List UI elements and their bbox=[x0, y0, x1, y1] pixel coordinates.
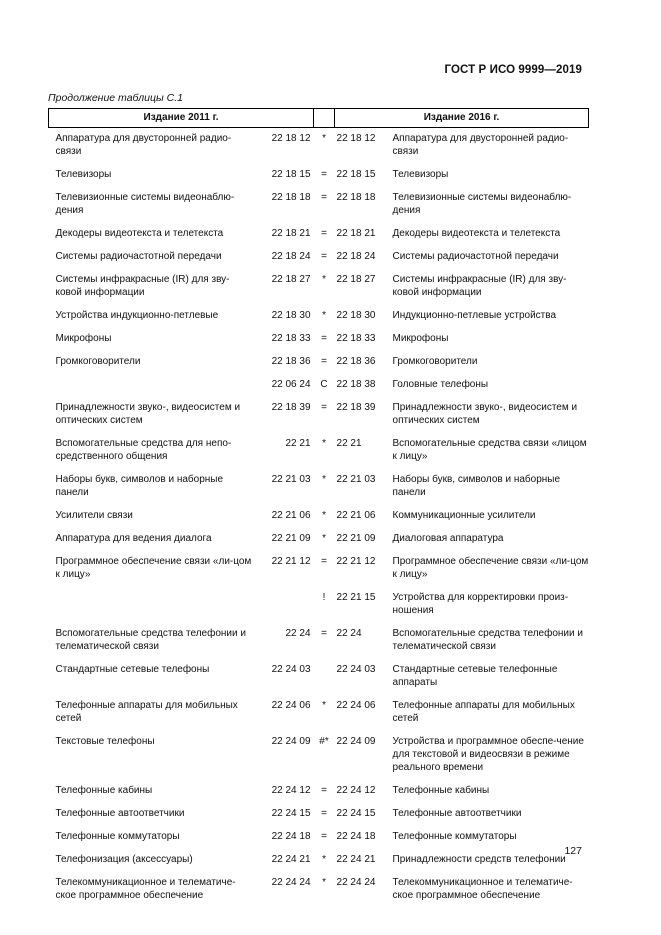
name-2016: Устройства для корректировки произ-ношения bbox=[392, 592, 569, 616]
name-2016: Коммуникационные усилители bbox=[392, 510, 536, 521]
code-2011: 22 18 15 bbox=[271, 169, 311, 180]
code-2016: 22 18 38 bbox=[336, 379, 376, 390]
code-2016: 22 18 15 bbox=[336, 169, 376, 180]
relation-symbol: * bbox=[322, 877, 326, 888]
code-2011: 22 24 18 bbox=[271, 831, 311, 842]
code-2011: 22 06 24 bbox=[271, 379, 311, 390]
relation-symbol: = bbox=[321, 251, 327, 262]
table-row bbox=[49, 505, 589, 528]
name-2011: Громкоговорители bbox=[55, 356, 141, 367]
name-2011: Телефонные кабины bbox=[55, 785, 153, 796]
code-2016: 22 18 27 bbox=[336, 274, 376, 285]
relation-symbol: = bbox=[321, 356, 327, 367]
table-row bbox=[49, 305, 589, 328]
name-2016: Программное обеспечение связи «ли-цом к лицу» bbox=[392, 556, 589, 580]
code-2011: 22 18 39 bbox=[271, 402, 311, 413]
name-2016: Принадлежности средств телефонии bbox=[392, 854, 566, 865]
code-2011: 22 24 12 bbox=[271, 785, 311, 796]
table-caption: Продолжение таблицы С.1 bbox=[48, 92, 183, 104]
code-2011: 22 18 30 bbox=[271, 310, 311, 321]
relation-symbol: * bbox=[322, 133, 326, 144]
code-2011: 22 24 09 bbox=[271, 736, 311, 747]
table-row bbox=[49, 351, 589, 374]
standard-header: ГОСТ Р ИСО 9999—2019 bbox=[444, 64, 582, 76]
table-row bbox=[49, 803, 589, 826]
name-2016: Телевизионные системы видеонаблю-дения bbox=[392, 192, 572, 216]
code-2011: 22 18 33 bbox=[271, 333, 311, 344]
code-2011 bbox=[253, 587, 314, 623]
relation-symbol: * bbox=[322, 310, 326, 321]
table-row bbox=[49, 246, 589, 269]
name-2011: Текстовые телефоны bbox=[55, 736, 155, 747]
code-2011: 22 24 06 bbox=[271, 700, 311, 711]
table-row bbox=[49, 731, 589, 780]
code-2011: 22 21 09 bbox=[271, 533, 311, 544]
name-2011: Телевизоры bbox=[55, 169, 112, 180]
relation-symbol: * bbox=[322, 854, 326, 865]
code-2016: 22 18 30 bbox=[336, 310, 376, 321]
code-2011: 22 18 18 bbox=[271, 192, 311, 203]
table-row bbox=[49, 128, 589, 165]
code-2011: 22 21 06 bbox=[271, 510, 311, 521]
relation-symbol: = bbox=[321, 333, 327, 344]
name-2016: Телефонные кабины bbox=[392, 785, 490, 796]
table-row bbox=[49, 780, 589, 803]
name-2011: Системы радиочастотной передачи bbox=[55, 251, 222, 262]
header-edition-2011: Издание 2011 г. bbox=[49, 109, 314, 128]
code-2016: 22 21 12 bbox=[336, 556, 376, 567]
code-2016: 22 21 15 bbox=[336, 592, 376, 603]
name-2011: Телефонные коммутаторы bbox=[55, 831, 180, 842]
name-2011: Аппаратура для ведения диалога bbox=[55, 533, 212, 544]
code-2011: 22 21 03 bbox=[271, 474, 311, 485]
name-2011: Аппаратура для двусторонней радио-связи bbox=[55, 133, 232, 157]
table-body bbox=[49, 128, 589, 909]
name-2016: Аппаратура для двусторонней радио-связи bbox=[392, 133, 569, 157]
name-2016: Телефонные коммутаторы bbox=[392, 831, 517, 842]
table-row bbox=[49, 164, 589, 187]
table-row bbox=[49, 849, 589, 872]
name-2011: Вспомогательные средства телефонии и телематической связи bbox=[55, 628, 246, 652]
relation-symbol bbox=[314, 659, 335, 695]
name-2016: Головные телефоны bbox=[392, 379, 489, 390]
name-2011: Программное обеспечение связи «ли-цом к лицу» bbox=[55, 556, 252, 580]
name-2011: Телефонные аппараты для мобильных сетей bbox=[55, 700, 238, 724]
page-number: 127 bbox=[564, 845, 582, 857]
code-2016: 22 18 21 bbox=[336, 228, 376, 239]
code-2011: 22 24 bbox=[285, 628, 311, 639]
code-2016: 22 24 18 bbox=[336, 831, 376, 842]
code-2011: 22 24 24 bbox=[271, 877, 311, 888]
code-2016: 22 24 09 bbox=[336, 736, 376, 747]
code-2016: 22 18 24 bbox=[336, 251, 376, 262]
code-2016: 22 24 15 bbox=[336, 808, 376, 819]
code-2016: 22 24 bbox=[336, 628, 362, 639]
name-2016: Громкоговорители bbox=[392, 356, 478, 367]
correspondence-table-container bbox=[48, 108, 588, 908]
relation-symbol: * bbox=[322, 438, 326, 449]
relation-symbol: = bbox=[321, 228, 327, 239]
name-2011: Стандартные сетевые телефоны bbox=[55, 664, 210, 675]
table-row bbox=[49, 187, 589, 223]
name-2011: Телефонизация (аксессуары) bbox=[55, 854, 193, 865]
table-row bbox=[49, 659, 589, 695]
code-2016: 22 24 06 bbox=[336, 700, 376, 711]
table-header-row bbox=[49, 109, 589, 128]
relation-symbol: * bbox=[322, 274, 326, 285]
code-2011: 22 24 15 bbox=[271, 808, 311, 819]
name-2016: Системы радиочастотной передачи bbox=[392, 251, 559, 262]
name-2016: Системы инфракрасные (IR) для зву-ковой информации bbox=[392, 274, 567, 298]
relation-symbol: #* bbox=[319, 736, 329, 747]
code-2016: 22 24 03 bbox=[336, 664, 376, 675]
code-2011: 22 24 21 bbox=[271, 854, 311, 865]
name-2016: Индукционно-петлевые устройства bbox=[392, 310, 557, 321]
relation-symbol: * bbox=[322, 510, 326, 521]
relation-symbol: = bbox=[321, 785, 327, 796]
name-2011: Декодеры видеотекста и телетекста bbox=[55, 228, 224, 239]
name-2011: Вспомогательные средства для непо-средственного общения bbox=[55, 438, 232, 462]
name-2011: Принадлежности звуко-, видеосистем и оптических систем bbox=[55, 402, 241, 426]
table-row bbox=[49, 223, 589, 246]
code-2011: 22 18 12 bbox=[271, 133, 311, 144]
name-2011: Микрофоны bbox=[55, 333, 112, 344]
table-row bbox=[49, 374, 589, 397]
code-2016: 22 18 33 bbox=[336, 333, 376, 344]
table-row bbox=[49, 269, 589, 305]
table-row bbox=[49, 469, 589, 505]
code-2016: 22 21 09 bbox=[336, 533, 376, 544]
header-edition-2016: Издание 2016 г. bbox=[335, 109, 589, 128]
code-2011: 22 21 12 bbox=[271, 556, 311, 567]
name-2016: Вспомогательные средства связи «лицом к лицу» bbox=[392, 438, 587, 462]
code-2011: 22 24 03 bbox=[271, 664, 311, 675]
code-2016: 22 21 03 bbox=[336, 474, 376, 485]
name-2011 bbox=[49, 374, 253, 397]
code-2016: 22 18 36 bbox=[336, 356, 376, 367]
name-2016: Наборы букв, символов и наборные панели bbox=[392, 474, 561, 498]
name-2016: Телефонные аппараты для мобильных сетей bbox=[392, 700, 575, 724]
name-2016: Телефонные автоответчики bbox=[392, 808, 522, 819]
table-row bbox=[49, 695, 589, 731]
table-row bbox=[49, 587, 589, 623]
table-row bbox=[49, 551, 589, 587]
table-row bbox=[49, 826, 589, 849]
relation-symbol: ! bbox=[322, 592, 326, 603]
name-2016: Устройства и программное обеспе-чение для текстовой и видеосвязи в режиме реального времени bbox=[392, 736, 584, 773]
code-2011: 22 21 bbox=[285, 438, 311, 449]
name-2011: Устройства индукционно-петлевые bbox=[55, 310, 219, 321]
name-2011: Усилители связи bbox=[55, 510, 133, 521]
code-2011: 22 18 36 bbox=[271, 356, 311, 367]
table-row bbox=[49, 528, 589, 551]
name-2016: Телевизоры bbox=[392, 169, 449, 180]
code-2011: 22 18 24 bbox=[271, 251, 311, 262]
name-2016: Микрофоны bbox=[392, 333, 449, 344]
name-2016: Принадлежности звуко-, видеосистем и оптических систем bbox=[392, 402, 578, 426]
relation-symbol: = bbox=[321, 808, 327, 819]
code-2011: 22 18 27 bbox=[271, 274, 311, 285]
table-row bbox=[49, 328, 589, 351]
name-2011: Наборы букв, символов и наборные панели bbox=[55, 474, 224, 498]
relation-symbol: = bbox=[321, 556, 327, 567]
name-2011: Телевизионные системы видеонаблю-дения bbox=[55, 192, 235, 216]
code-2016: 22 24 21 bbox=[336, 854, 376, 865]
relation-symbol: = bbox=[321, 192, 327, 203]
name-2016: Диалоговая аппаратура bbox=[392, 533, 504, 544]
relation-symbol: = bbox=[321, 169, 327, 180]
table-row bbox=[49, 623, 589, 659]
header-relation bbox=[314, 109, 335, 128]
table-row bbox=[49, 397, 589, 433]
name-2011: Телефонные автоответчики bbox=[55, 808, 185, 819]
name-2016: Телекоммуникационное и телематиче-ское программное обеспечение bbox=[392, 877, 573, 901]
table-row bbox=[49, 872, 589, 908]
code-2011: 22 18 21 bbox=[271, 228, 311, 239]
code-2016: 22 21 06 bbox=[336, 510, 376, 521]
name-2016: Стандартные сетевые телефонные аппараты bbox=[392, 664, 558, 688]
code-2016: 22 24 24 bbox=[336, 877, 376, 888]
relation-symbol: = bbox=[321, 402, 327, 413]
code-2016: 22 24 12 bbox=[336, 785, 376, 796]
code-2016: 22 18 18 bbox=[336, 192, 376, 203]
code-2016: 22 21 bbox=[336, 438, 362, 449]
name-2011: Телекоммуникационное и телематиче-ское программное обеспечение bbox=[55, 877, 236, 901]
name-2011: Системы инфракрасные (IR) для зву-ковой информации bbox=[55, 274, 230, 298]
table-row bbox=[49, 433, 589, 469]
relation-symbol: * bbox=[322, 533, 326, 544]
relation-symbol: = bbox=[321, 628, 327, 639]
relation-symbol: = bbox=[321, 831, 327, 842]
correspondence-table bbox=[48, 108, 589, 908]
relation-symbol: * bbox=[322, 700, 326, 711]
name-2016: Декодеры видеотекста и телетекста bbox=[392, 228, 561, 239]
code-2016: 22 18 12 bbox=[336, 133, 376, 144]
name-2016: Вспомогательные средства телефонии и телематической связи bbox=[392, 628, 583, 652]
code-2016: 22 18 39 bbox=[336, 402, 376, 413]
relation-symbol: C bbox=[320, 379, 328, 390]
name-2011 bbox=[49, 587, 253, 623]
relation-symbol: * bbox=[322, 474, 326, 485]
